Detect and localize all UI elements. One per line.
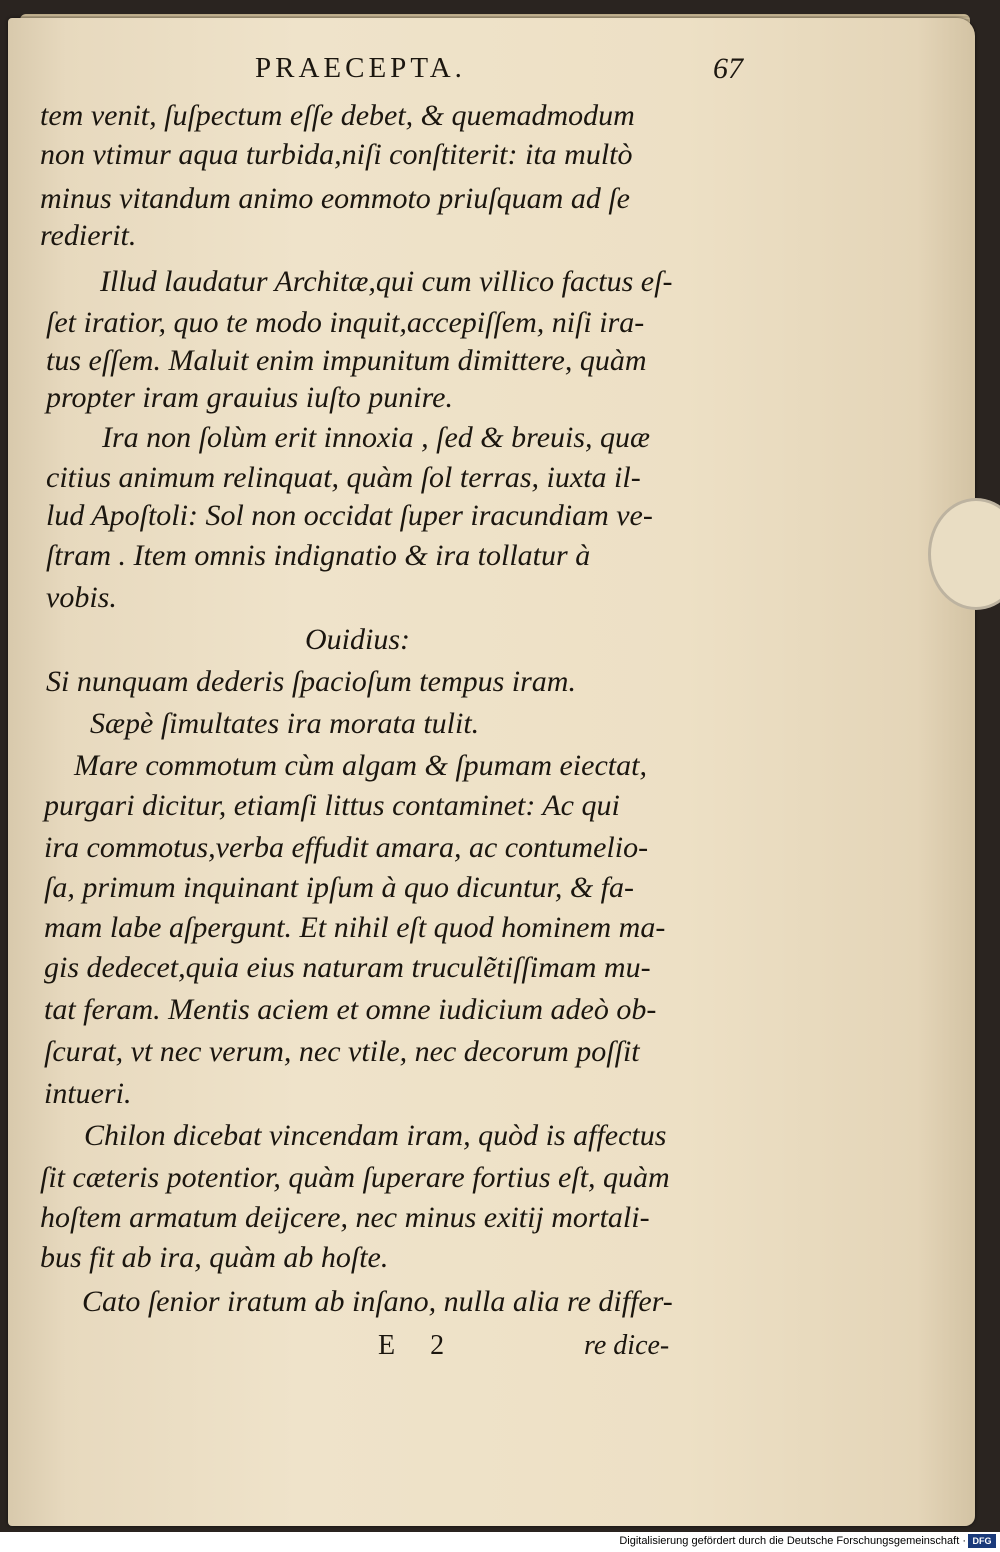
- text-line: ira commotus,verba effudit amara, ac contumelio-: [44, 831, 649, 864]
- text-line: ſit cæteris potentior, quàm ſuperare fortius eſt, quàm: [40, 1161, 670, 1194]
- text-line: vobis.: [46, 581, 117, 614]
- text-line: ſtram . Item omnis indignatio & ira tollatur à: [46, 539, 591, 572]
- running-head: PRAECEPTA.: [255, 52, 466, 84]
- text-line: bus fit ab ira, quàm ab hoſte.: [40, 1241, 389, 1274]
- text-line: intueri.: [44, 1077, 132, 1110]
- text-line: tus eſſem. Maluit enim impunitum dimittere, quàm: [46, 344, 647, 377]
- text-line: minus vitandum animo eommoto priuſquam ad ſe: [40, 182, 630, 215]
- text-line: tat feram. Mentis aciem et omne iudicium adeò ob-: [44, 993, 657, 1026]
- text-line: tem venit, ſuſpectum eſſe debet, & quemadmodum: [40, 99, 635, 132]
- text-line: Illud laudatur Architæ,qui cum villico factus eſ-: [100, 265, 673, 298]
- page-number: 67: [713, 52, 743, 85]
- catchword: re dice-: [584, 1330, 670, 1361]
- text-line: Sæpè ſimultates ira morata tulit.: [90, 707, 480, 740]
- text-line: ſcurat, vt nec verum, nec vtile, nec decorum poſſit: [44, 1035, 640, 1068]
- text-line: Mare commotum cùm algam & ſpumam eiectat,: [74, 749, 647, 782]
- text-line: purgari dicitur, etiamſi littus contaminet: Ac qui: [44, 789, 620, 822]
- text-line: non vtimur aqua turbida,niſi conſtiterit: ita multò: [40, 138, 633, 171]
- text-line: Cato ſenior iratum ab inſano, nulla alia re differ-: [82, 1285, 673, 1318]
- text-line: propter iram grauius iuſto punire.: [46, 381, 453, 414]
- funding-notice: Digitalisierung gefördert durch die Deutsche Forschungsgemeinschaft ·: [619, 1535, 966, 1547]
- text-line: Ouidius:: [305, 623, 410, 656]
- text-line: lud Apoſtoli: Sol non occidat ſuper iracundiam ve-: [46, 499, 653, 532]
- text-line: gis dedecet,quia eius naturam truculẽtiſſimam mu-: [44, 951, 651, 984]
- text-line: mam labe aſpergunt. Et nihil eſt quod hominem ma-: [44, 911, 666, 944]
- text-line: redierit.: [40, 219, 137, 252]
- text-line: Ira non ſolùm erit innoxia , ſed & breuis, quæ: [102, 421, 651, 454]
- dfg-logo-icon: DFG: [968, 1534, 996, 1548]
- text-line: ſa, primum inquinant ipſum à quo dicuntur, & fa-: [44, 871, 635, 904]
- text-line: citius animum relinquat, quàm ſol terras, iuxta il-: [46, 461, 641, 494]
- signature-mark: E 2: [378, 1330, 459, 1361]
- text-line: ſet iratior, quo te modo inquit,accepiſſem, niſi ira-: [46, 306, 645, 339]
- text-line: Si nunquam dederis ſpacioſum tempus iram.: [46, 665, 576, 698]
- text-line: hoſtem armatum deijcere, nec minus exitij mortali-: [40, 1201, 650, 1234]
- text-line: Chilon dicebat vincendam iram, quòd is affectus: [84, 1119, 667, 1152]
